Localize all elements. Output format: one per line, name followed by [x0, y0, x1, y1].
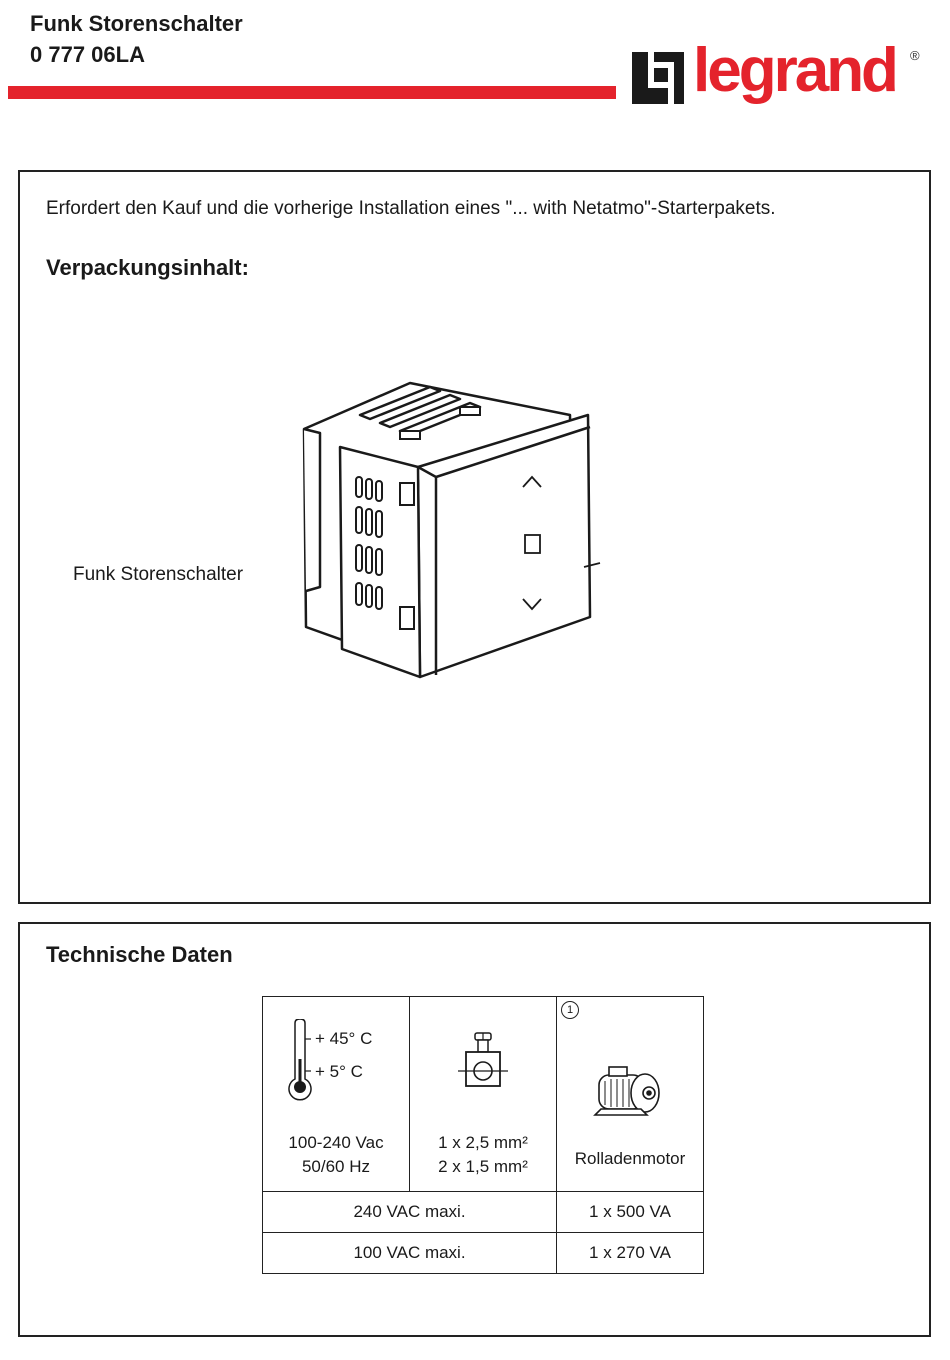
terminal-screw-icon: [458, 1031, 508, 1095]
package-section: [18, 170, 931, 904]
supply-cell: [263, 997, 410, 1192]
thermometer-icon: [285, 1019, 315, 1105]
motor-cell: [557, 997, 704, 1192]
product-reference: 0 777 06LA: [30, 42, 145, 67]
brand-wordmark: legrand: [693, 36, 896, 105]
requirement-note: Erfordert den Kauf und die vorherige Installation eines "... with Netatmo"-Starterpakets.: [46, 198, 776, 219]
row-voltage: 100 VAC maxi.: [263, 1233, 557, 1274]
note-marker: 1: [561, 1001, 579, 1019]
registered-mark: ®: [910, 48, 920, 63]
package-heading: Verpackungsinhalt:: [46, 255, 249, 280]
technical-section: [18, 922, 931, 1337]
table-row: [263, 1233, 704, 1274]
frequency: 50/60 Hz: [301, 1157, 371, 1176]
legrand-mark-icon: [628, 48, 688, 108]
motor-icon: [589, 1061, 669, 1121]
document-title: [30, 8, 243, 70]
temp-max: + 45° C: [315, 1029, 373, 1048]
table-row: [263, 1192, 704, 1233]
table-row: [263, 997, 704, 1192]
temp-min: + 5° C: [315, 1062, 363, 1081]
row-load: 1 x 500 VA: [557, 1192, 704, 1233]
technical-heading: Technische Daten: [46, 942, 233, 967]
wire-section-double: 2 x 1,5 mm²: [438, 1157, 528, 1176]
motor-label: Rolladenmotor: [574, 1149, 686, 1168]
legrand-logo: [628, 36, 928, 122]
row-load: 1 x 270 VA: [557, 1233, 704, 1274]
technical-data-table: [262, 996, 704, 1274]
product-name: Funk Storenschalter: [30, 11, 243, 36]
wire-section-single: 1 x 2,5 mm²: [438, 1133, 528, 1152]
header-red-bar: [8, 86, 616, 99]
wiring-cell: [410, 997, 557, 1192]
product-label: Funk Storenschalter: [73, 564, 244, 585]
switch-device-illustration: [300, 377, 620, 697]
row-voltage: 240 VAC maxi.: [263, 1192, 557, 1233]
voltage-range: 100-240 Vac: [288, 1133, 384, 1152]
